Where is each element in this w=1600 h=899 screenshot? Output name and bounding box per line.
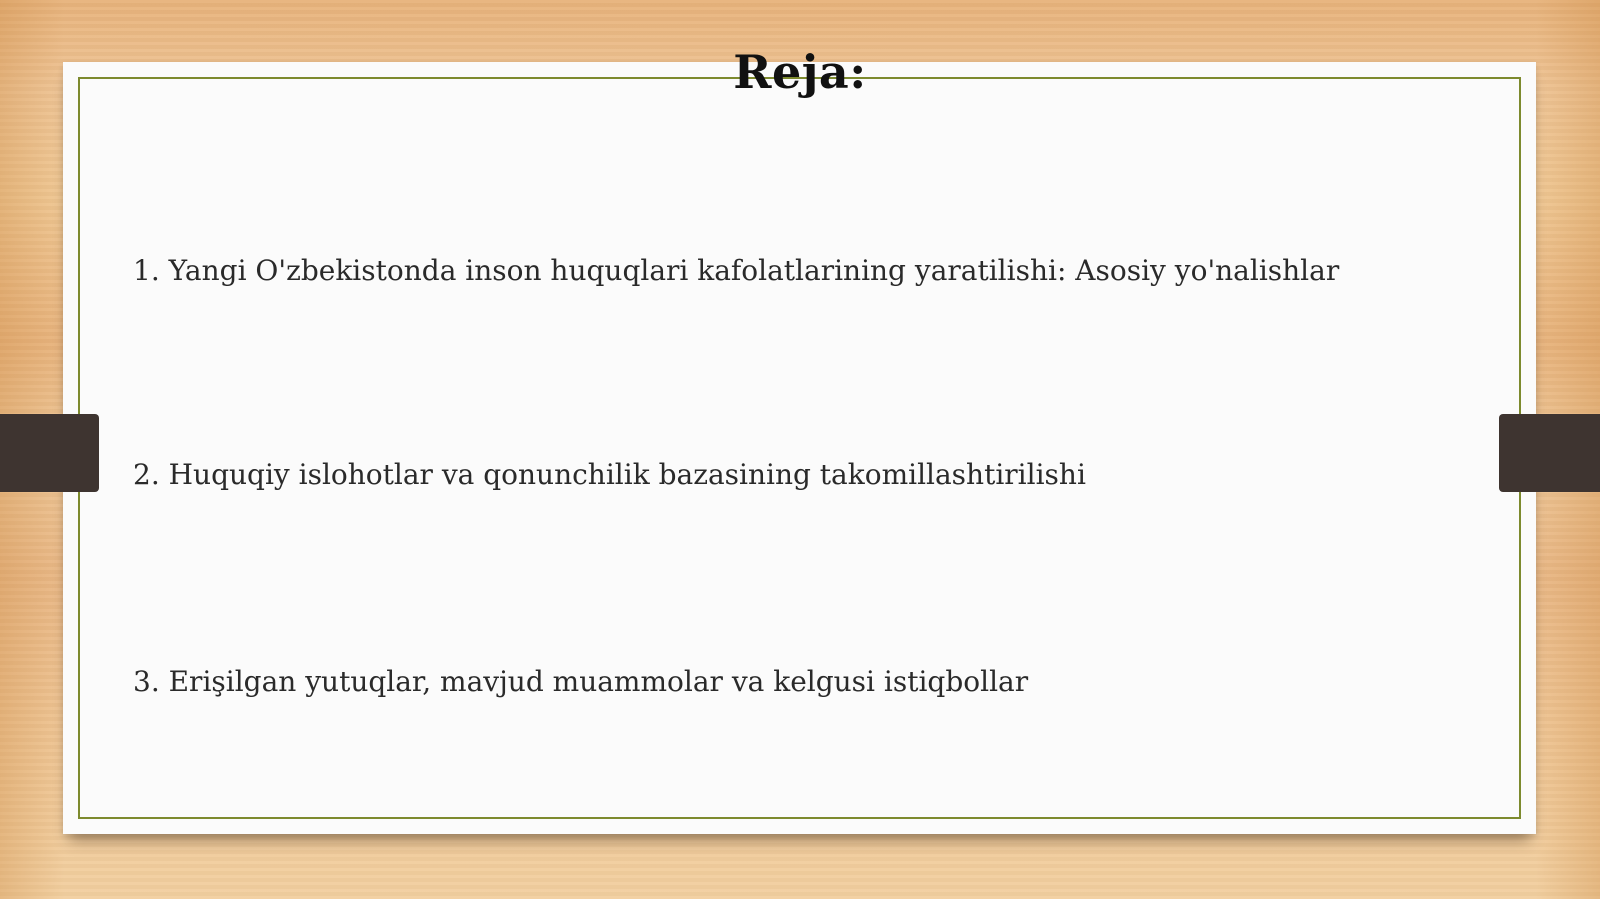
- plan-item-1: 1. Yangi O'zbekistonda inson huquqlari kafolatlarining yaratilishi: Asosiy yo'nalishlar: [133, 254, 1340, 287]
- right-side-tab: [1499, 414, 1600, 492]
- slide-title: Reja:: [733, 45, 867, 99]
- left-side-tab: [0, 414, 99, 492]
- plan-item-3: 3. Erişilgan yutuqlar, mavjud muammolar va kelgusi istiqbollar: [133, 665, 1029, 698]
- slide-card: [63, 62, 1536, 834]
- slide-frame-border: [78, 77, 1521, 819]
- plan-item-2: 2. Huquqiy islohotlar va qonunchilik bazasining takomillashtirilishi: [133, 458, 1086, 491]
